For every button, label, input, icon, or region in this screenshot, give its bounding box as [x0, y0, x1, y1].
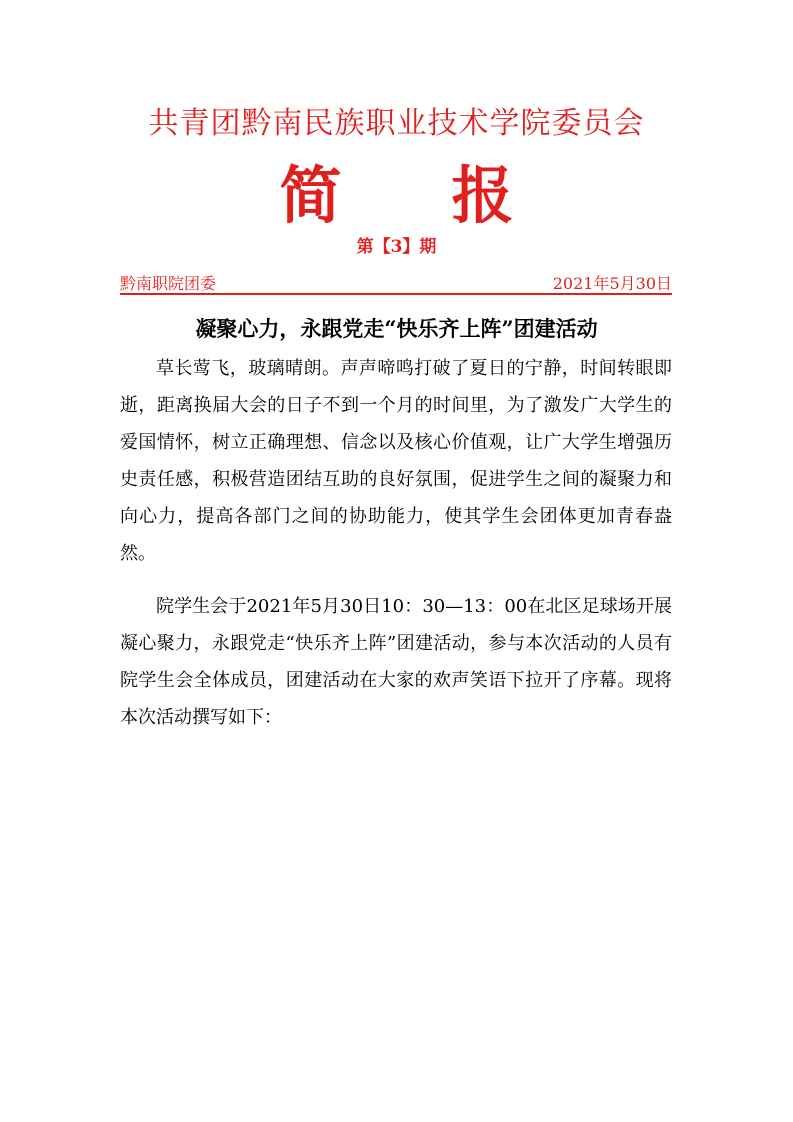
article-body [120, 350, 672, 736]
publish-date: 2021年5月30日 [552, 274, 672, 293]
document-type-heading [0, 146, 793, 235]
article-title: 凝聚心力，永跟党走“快乐齐上阵”团建活动 [195, 316, 598, 341]
document-type-char-2: 报 [451, 159, 514, 232]
publisher-label: 黔南职院团委 [120, 274, 217, 293]
organization-title: 共青团黔南民族职业技术学院委员会 [148, 106, 645, 141]
issue-number: 第【3】期 [356, 237, 437, 257]
article-paragraph: 草长莺飞，玻璃晴朗。声声啼鸣打破了夏日的宁静，时间转眼即逝，距离换届大会的日子不到一个月的时间里，为了激发广大学生的爱国情怀，树立正确理想、信念以及核心价值观，让广大学生增强历史责任感，积极营造团结互助的良好氛围，促进学生之间的凝聚力和向心力，提高各部门之间的协助能力，使其学生会团体更加青春盎然。 [120, 358, 672, 564]
document-type-char-1: 简 [279, 159, 342, 232]
meta-row [120, 271, 672, 295]
article-paragraph: 院学生会于2021年5月30日10：30—13：00在北区足球场开展凝心聚力，永跟党走“快乐齐上阵”团建活动，参与本次活动的人员有院学生会全体成员，团建活动在大家的欢声笑语下拉开了序幕。现将本次活动撰写如下： [120, 596, 672, 728]
